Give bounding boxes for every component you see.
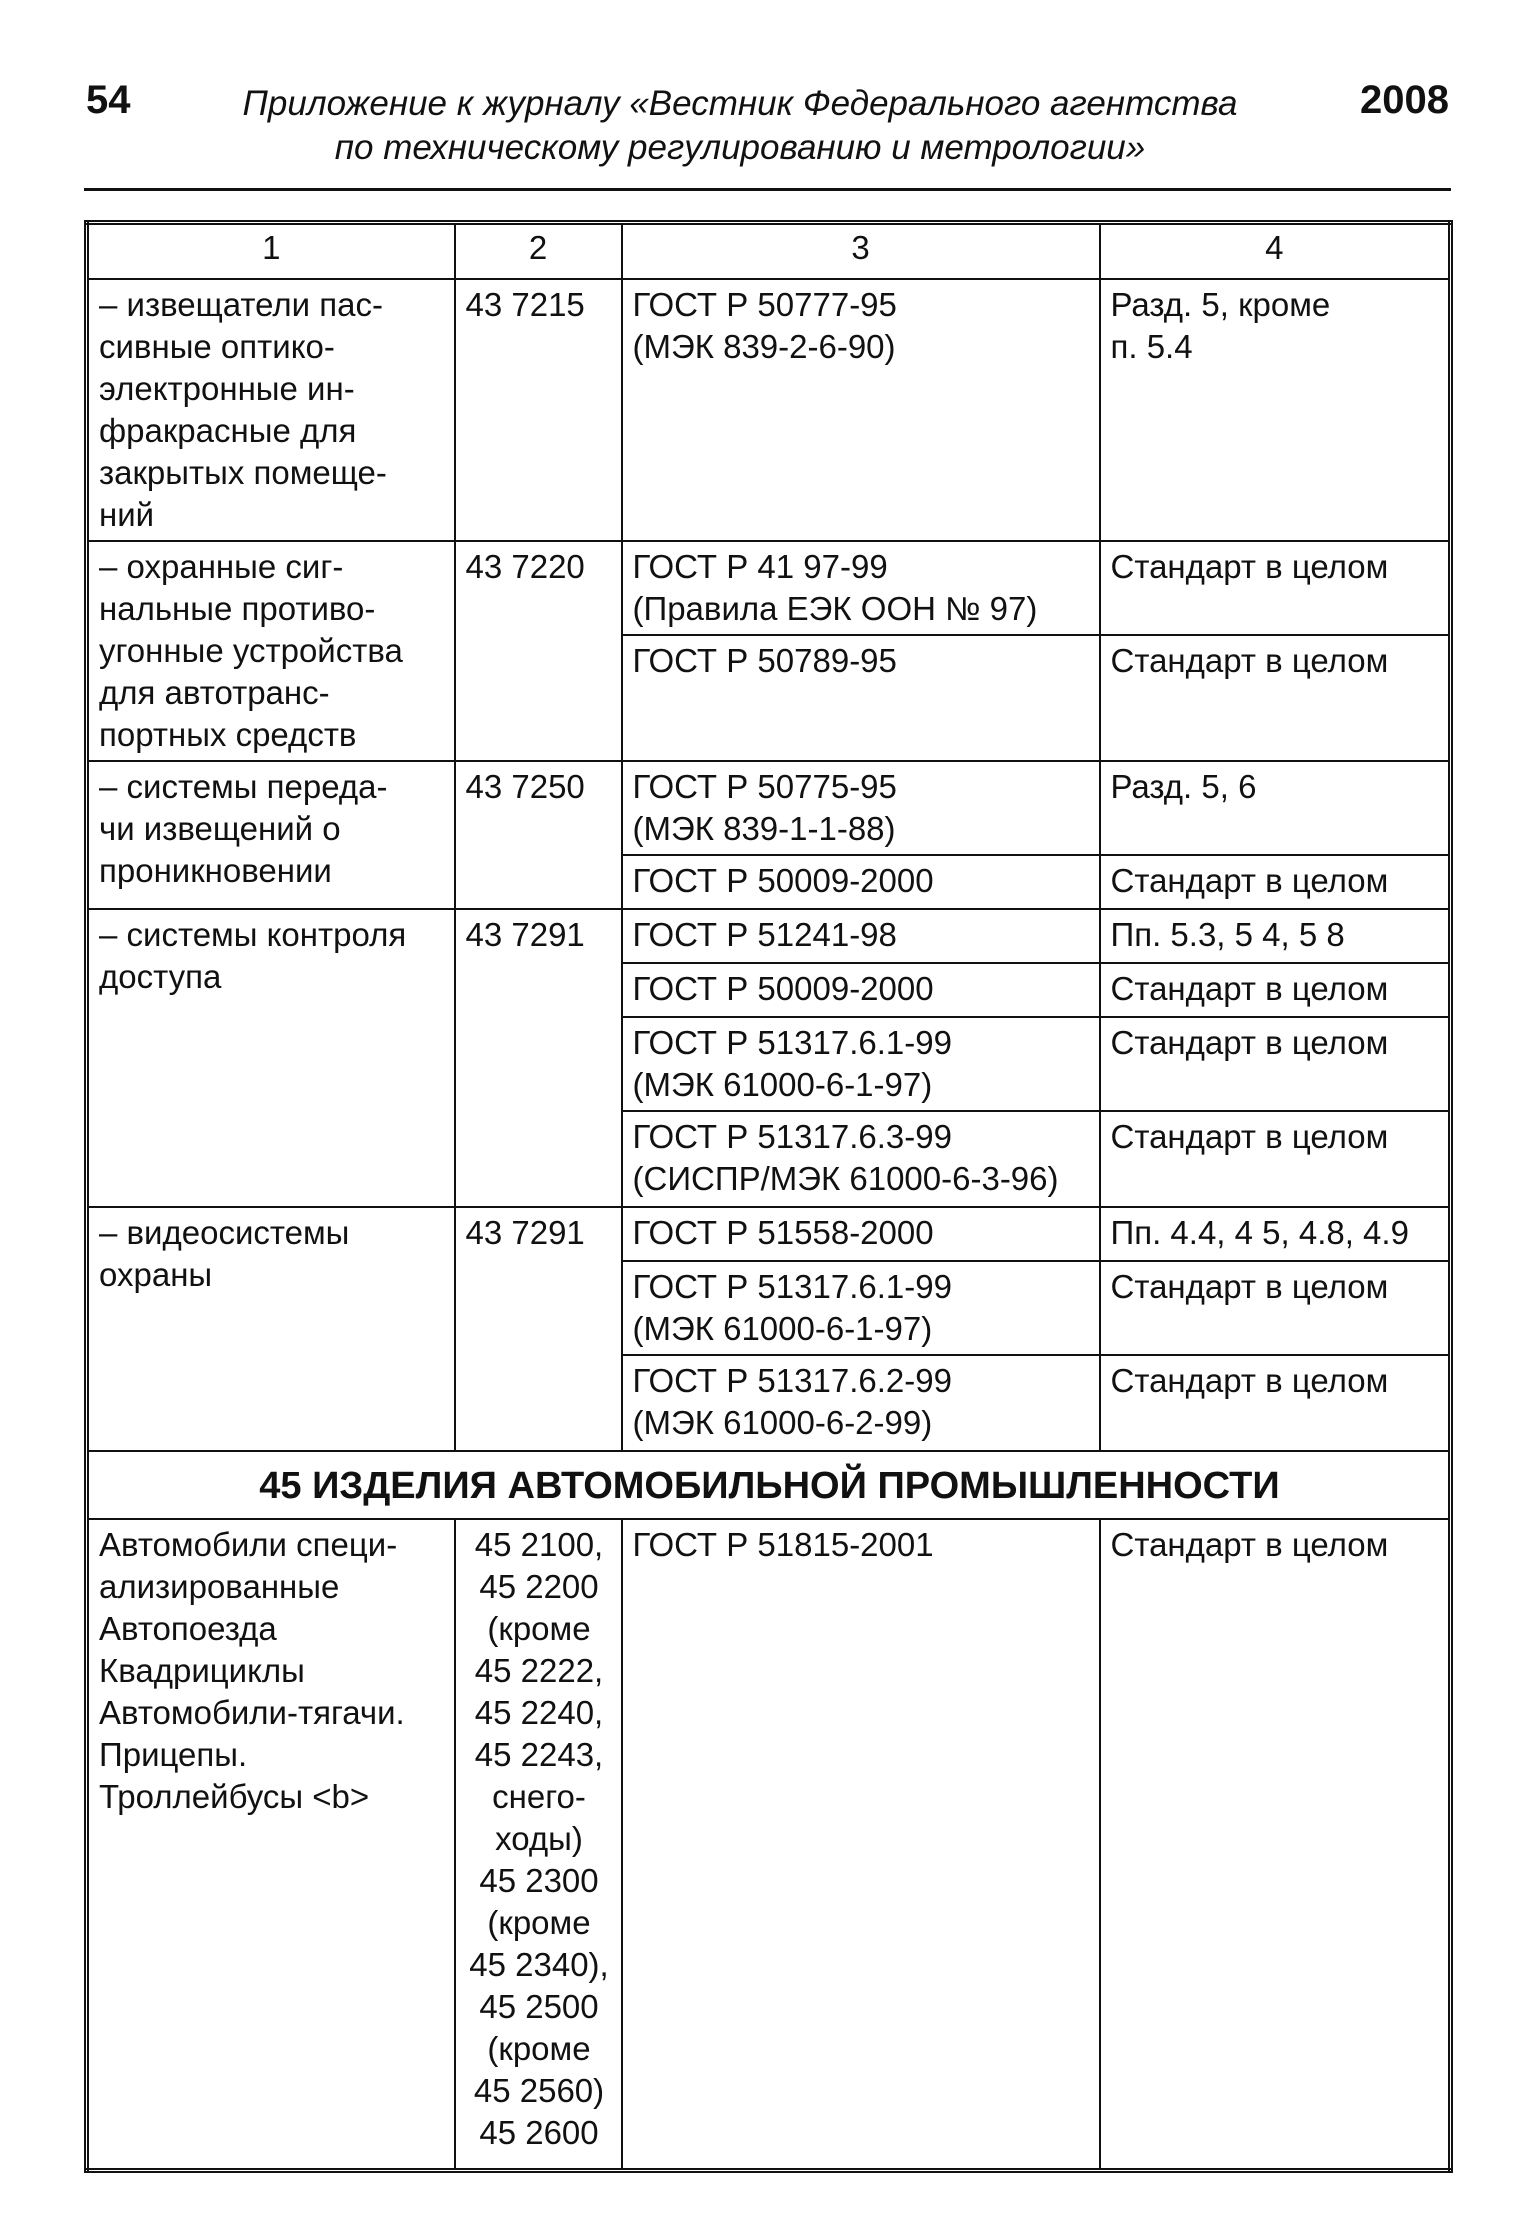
cell-line: Автомобили-тягачи. [99, 1693, 405, 1731]
cell-line: 45 2300 [479, 1861, 599, 1899]
cell-line: ГОСТ Р 51317.6.2-99 [632, 1361, 952, 1399]
product-code-cell [455, 1519, 622, 2171]
scope-cell [1100, 963, 1451, 1017]
cell-line: – системы переда- [99, 767, 388, 805]
cell-line: проникновении [99, 851, 332, 889]
cell-line: 45 2240, [474, 1693, 604, 1731]
cell-line: ГОСТ Р 41 97-99 [632, 547, 888, 585]
cell-line: Автомобили специ- [99, 1525, 398, 1563]
standard-cell [622, 1355, 1100, 1451]
cell-line: ГОСТ Р 51317.6.1-99 [632, 1267, 952, 1305]
cell-line: (СИСПР/МЭК 61000-6-3-96) [632, 1159, 1059, 1197]
cell-line: снего- [492, 1777, 586, 1815]
cell-line: ГОСТ Р 51558-2000 [632, 1213, 934, 1251]
product-code-cell: 43 7220 [455, 541, 622, 761]
cell-line: Стандарт в целом [1110, 1117, 1389, 1155]
cell-line: Пп. 4.4, 4 5, 4.8, 4.9 [1110, 1213, 1409, 1251]
section-heading: 45 ИЗДЕЛИЯ АВТОМОБИЛЬНОЙ ПРОМЫШЛЕННОСТИ [87, 1451, 1451, 1519]
cell-line: (МЭК 61000-6-2-99) [632, 1403, 933, 1441]
section-row [87, 1451, 1451, 1519]
product-name-cell [87, 909, 455, 1207]
cell-line: Стандарт в целом [1110, 969, 1389, 1007]
scope-cell [1100, 1519, 1451, 2171]
cell-line: чи извещений о [99, 809, 341, 847]
standard-cell [622, 1261, 1100, 1355]
year: 2008 [1360, 78, 1449, 122]
column-header-4: 4 [1100, 223, 1451, 279]
product-code-cell: 43 7291 [455, 909, 622, 1207]
standard-cell [622, 279, 1100, 541]
standard-cell [622, 541, 1100, 635]
journal-title [170, 82, 1310, 170]
product-name-cell [87, 279, 455, 541]
standard-cell [622, 761, 1100, 855]
scope-cell [1100, 1355, 1451, 1451]
cell-line: – извещатели пас- [99, 285, 383, 323]
table-row [87, 1519, 1451, 2171]
cell-line: Стандарт в целом [1110, 547, 1389, 585]
scope-cell [1100, 635, 1451, 761]
table-row [87, 761, 1451, 855]
cell-line: 45 2222, [474, 1651, 604, 1689]
cell-line: доступа [99, 957, 222, 995]
header-rule [84, 188, 1451, 191]
column-header-2: 2 [455, 223, 622, 279]
standard-cell [622, 909, 1100, 963]
product-name-cell [87, 541, 455, 761]
product-code-cell: 43 7215 [455, 279, 622, 541]
cell-line: Разд. 5, 6 [1110, 767, 1257, 805]
standard-cell [622, 963, 1100, 1017]
page-number: 54 [86, 78, 131, 122]
cell-line: Стандарт в целом [1110, 1361, 1389, 1399]
scope-cell [1100, 761, 1451, 855]
scope-cell [1100, 1111, 1451, 1207]
cell-line: сивные оптико- [99, 327, 335, 365]
cell-line: ГОСТ Р 51317.6.1-99 [632, 1023, 952, 1061]
cell-line: Стандарт в целом [1110, 641, 1389, 679]
product-code-cell: 43 7250 [455, 761, 622, 909]
product-name-cell [87, 1207, 455, 1451]
cell-line: ГОСТ Р 50009-2000 [632, 861, 934, 899]
cell-line: 45 2200 [479, 1567, 599, 1605]
cell-line: ГОСТ Р 50009-2000 [632, 969, 934, 1007]
cell-line: Разд. 5, кроме [1110, 285, 1331, 323]
cell-line: Квадрициклы [99, 1651, 305, 1689]
cell-line: Стандарт в целом [1110, 1023, 1389, 1061]
scope-cell [1100, 1261, 1451, 1355]
cell-line: охраны [99, 1255, 213, 1293]
standards-table [84, 220, 1453, 2173]
cell-line: (МЭК 839-2-6-90) [632, 327, 896, 365]
cell-line: 45 2243, [474, 1735, 604, 1773]
table-row [87, 909, 1451, 963]
cell-line: (МЭК 61000-6-1-97) [632, 1065, 933, 1103]
cell-line: (МЭК 61000-6-1-97) [632, 1309, 933, 1347]
cell-line: ГОСТ Р 51241-98 [632, 915, 897, 953]
cell-line: фракрасные для [99, 411, 357, 449]
cell-line: Стандарт в целом [1110, 861, 1389, 899]
cell-line: (кроме [487, 1609, 591, 1647]
cell-line: п. 5.4 [1110, 327, 1193, 365]
cell-line: ходы) [495, 1819, 583, 1857]
scope-cell [1100, 541, 1451, 635]
cell-line: Стандарт в целом [1110, 1525, 1389, 1563]
standard-cell [622, 1017, 1100, 1111]
standard-cell [622, 1111, 1100, 1207]
cell-line: (МЭК 839-1-1-88) [632, 809, 896, 847]
cell-line: – видеосистемы [99, 1213, 350, 1251]
cell-line: (Правила ЕЭК ООН № 97) [632, 589, 1038, 627]
cell-line: Прицепы. [99, 1735, 248, 1773]
table-row [87, 1207, 1451, 1261]
cell-line: 45 2600 [479, 2113, 599, 2151]
cell-line: – охранные сиг- [99, 547, 344, 585]
cell-line: (кроме [487, 1903, 591, 1941]
column-header-row [87, 223, 1451, 279]
cell-line: 45 2500 [479, 1987, 599, 2025]
standard-cell [622, 635, 1100, 761]
scope-cell [1100, 855, 1451, 909]
cell-line: электронные ин- [99, 369, 355, 407]
standard-cell [622, 855, 1100, 909]
cell-line: ГОСТ Р 50789-95 [632, 641, 897, 679]
journal-title-line-2: по техническому регулированию и метрологии» [334, 128, 1146, 167]
cell-line: 45 2560) [473, 2071, 605, 2109]
cell-line: 45 2100, [474, 1525, 604, 1563]
table-row [87, 541, 1451, 635]
standard-cell [622, 1207, 1100, 1261]
column-header-1: 1 [87, 223, 455, 279]
cell-line: ГОСТ Р 51317.6.3-99 [632, 1117, 952, 1155]
product-code-cell: 43 7291 [455, 1207, 622, 1451]
cell-line: для автотранс- [99, 673, 330, 711]
product-name-cell [87, 1519, 455, 2171]
cell-line: портных средств [99, 715, 357, 753]
scope-cell [1100, 279, 1451, 541]
cell-line: ГОСТ Р 50775-95 [632, 767, 897, 805]
cell-line: угонные устройства [99, 631, 403, 669]
cell-line: ализированные [99, 1567, 340, 1605]
scope-cell [1100, 909, 1451, 963]
cell-line: – системы контроля [99, 915, 407, 953]
product-name-cell [87, 761, 455, 909]
cell-line: Стандарт в целом [1110, 1267, 1389, 1305]
journal-title-line-1: Приложение к журналу «Вестник Федерального агентства [242, 84, 1238, 123]
scope-cell [1100, 1207, 1451, 1261]
cell-line: Троллейбусы <b> [99, 1777, 370, 1815]
cell-line: закрытых помеще- [99, 453, 387, 491]
cell-line: Пп. 5.3, 5 4, 5 8 [1110, 915, 1345, 953]
column-header-3: 3 [622, 223, 1100, 279]
cell-line: ГОСТ Р 50777-95 [632, 285, 897, 323]
cell-line: 45 2340), [469, 1945, 609, 1983]
cell-line: ГОСТ Р 51815-2001 [632, 1525, 934, 1563]
standard-cell [622, 1519, 1100, 2171]
cell-line: Автопоезда [99, 1609, 277, 1647]
scope-cell [1100, 1017, 1451, 1111]
cell-line: ний [99, 495, 155, 533]
table-row [87, 279, 1451, 541]
cell-line: (кроме [487, 2029, 591, 2067]
cell-line: нальные противо- [99, 589, 376, 627]
